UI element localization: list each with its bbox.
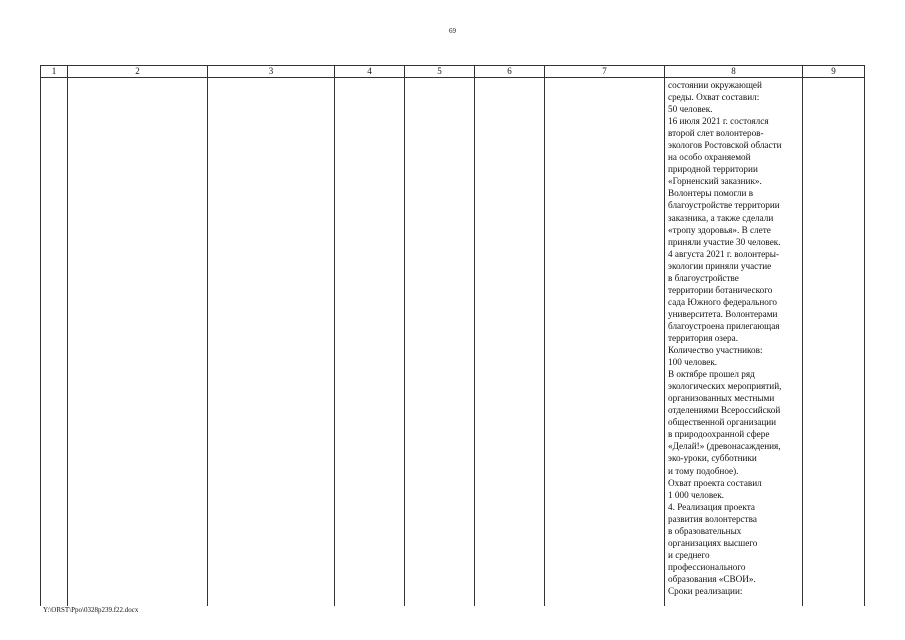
text-line: «Делай!» (древонасаждения, [668,441,781,452]
text-line: и среднего [668,549,710,560]
text-line: «тропу здоровья». В слете [668,224,771,235]
text-line: «Горненский заказник». [668,176,762,187]
text-line: на особо охраняемой [668,152,751,163]
column-header-6: 6 [475,66,545,78]
document-table [40,65,865,606]
column-header-2: 2 [68,66,208,78]
cell-col-9 [803,78,865,607]
text-line: второй слет волонтеров- [668,128,764,139]
column-header-5: 5 [405,66,475,78]
text-line: Волонтеры помогли в [668,188,754,199]
text-line: общественной организации [668,417,777,428]
text-line: 16 июля 2021 г. состоялся [668,116,769,127]
column-header-9: 9 [803,66,865,78]
text-line: эко-уроки, субботники [668,453,757,464]
cell-col-8 [665,78,803,607]
text-line: Количество участников: [668,345,763,356]
text-line: отделениями Всероссийской [668,405,781,416]
text-line: 1 000 человек. [668,489,724,500]
text-line: университета. Волонтерами [668,308,778,319]
column-header-1: 1 [41,66,68,78]
text-line: экологических мероприятий, [668,381,782,392]
text-line: благоустроена прилегающая [668,320,780,331]
text-line: профессионального [668,561,746,572]
cell-col-2 [68,78,208,607]
text-line: сада Южного федерального [668,296,777,307]
text-line: организациях высшего [668,537,758,548]
text-line: в благоустройстве [668,272,739,283]
column-header-8: 8 [665,66,803,78]
table-row [41,78,865,607]
cell-col-1 [41,78,68,607]
text-line: 50 человек. [668,104,713,115]
cell-col-5 [405,78,475,607]
text-line: Охват проекта составил [668,477,762,488]
text-line: экологов Ростовской области [668,140,782,151]
column-header-4: 4 [335,66,405,78]
footer-file-path: Y:\ORST\Ppo\0328p239.f22.docx [43,606,139,614]
text-line: 4 августа 2021 г. волонтеры- [668,248,780,259]
text-line: образования «СВОИ». [668,573,756,584]
column-header-3: 3 [208,66,335,78]
column-header-7: 7 [545,66,665,78]
page-number: 69 [449,27,456,35]
text-line: территории ботанического [668,284,773,295]
text-line: заказника, а также сделали [668,212,774,223]
cell-col-7 [545,78,665,607]
column-8-text [665,78,802,597]
text-line: природной территории [668,164,758,175]
cell-col-6 [475,78,545,607]
text-line: организованных местными [668,393,775,404]
text-line: среды. Охват составил: [668,92,760,103]
text-line: развития волонтерства [668,513,757,524]
text-line: состоянии окружающей [668,80,762,90]
text-line: приняли участие 30 человек. [668,236,781,247]
text-line: благоустройстве территории [668,200,780,211]
cell-col-3 [208,78,335,607]
text-line: экологии приняли участие [668,260,772,271]
text-line: Сроки реализации: [668,585,743,596]
cell-col-4 [335,78,405,607]
text-line: в природоохранной сфере [668,429,770,440]
header-row [41,66,865,78]
text-line: и тому подобное). [668,465,739,476]
text-line: 100 человек. [668,357,718,368]
text-line: в образовательных [668,525,742,536]
text-line: 4. Реализация проекта [668,501,755,512]
text-line: В октябре прошел ряд [668,369,755,380]
text-line: территория озера. [668,332,738,343]
